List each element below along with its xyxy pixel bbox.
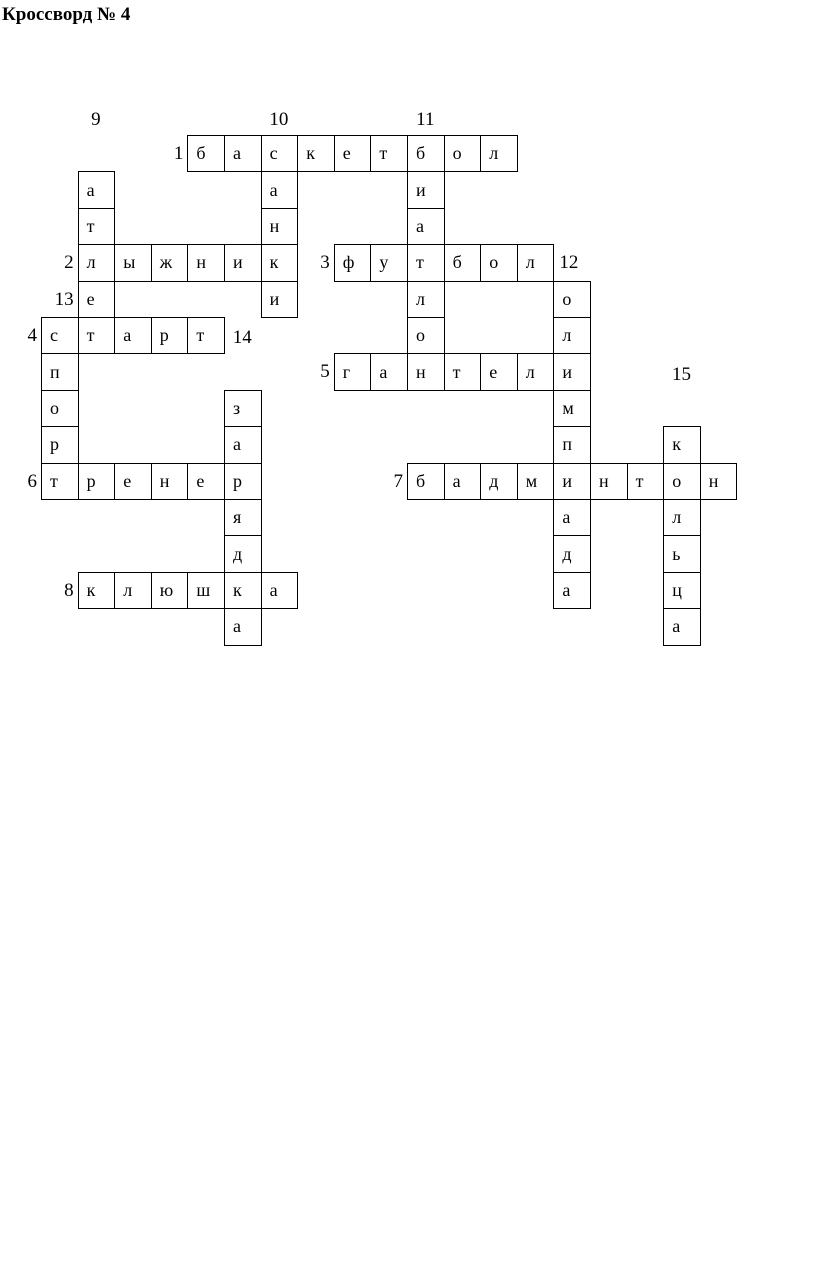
crossword-cell: е [480,353,518,390]
clue-number: 11 [416,109,435,130]
clue-number: 5 [320,361,330,383]
crossword-cell: л [553,317,591,354]
crossword-cell: о [41,390,79,427]
crossword-cell: о [444,135,482,172]
crossword-cell: ц [663,572,701,609]
crossword-cell: о [663,463,701,500]
crossword-cell: п [553,426,591,463]
crossword-cell: т [41,463,79,500]
crossword-cell: т [444,353,482,390]
crossword-cell: д [553,535,591,572]
clue-number: 2 [64,252,74,274]
crossword-cell: о [480,244,518,281]
crossword-cell: ш [187,572,225,609]
clue-number: 10 [269,109,289,130]
crossword-cell: к [261,244,299,281]
crossword-cell: н [407,353,445,390]
crossword-cell: р [151,317,189,354]
crossword-cell: е [114,463,152,500]
page-title: Кроссворд № 4 [2,4,131,25]
crossword-cell: у [370,244,408,281]
crossword-cell: л [517,244,555,281]
crossword-cell: к [297,135,335,172]
crossword-cell: н [151,463,189,500]
crossword-cell: т [370,135,408,172]
crossword-cell: а [370,353,408,390]
crossword-cell: п [41,353,79,390]
crossword-cell: б [407,463,445,500]
crossword-cell: б [187,135,225,172]
clue-number: 1 [173,143,184,164]
crossword-cell: а [553,572,591,609]
crossword-cell: а [261,171,299,208]
crossword-cell: н [700,463,738,500]
crossword-cell: и [224,244,262,281]
clue-number: 6 [27,470,37,492]
crossword-cell: л [663,499,701,536]
crossword-cell: а [224,426,262,463]
crossword-cell: е [334,135,372,172]
crossword-cell: т [187,317,225,354]
crossword-cell: р [41,426,79,463]
crossword-cell: б [444,244,482,281]
crossword-cell: и [261,281,299,318]
crossword-cell: о [553,281,591,318]
crossword-cell: н [261,208,299,245]
crossword-cell: к [663,426,701,463]
crossword-cell: н [187,244,225,281]
crossword-cell: д [224,535,262,572]
crossword-cell: и [553,463,591,500]
crossword-cell: е [78,281,116,318]
crossword-cell: к [78,572,116,609]
crossword-cell: а [224,608,262,645]
crossword-cell: а [444,463,482,500]
crossword-cell: л [517,353,555,390]
crossword-cell: л [480,135,518,172]
clue-number: 3 [320,252,330,274]
crossword-cell: м [553,390,591,427]
crossword-cell: м [517,463,555,500]
clue-number: 8 [64,579,74,601]
crossword-cell: е [187,463,225,500]
crossword-cell: р [224,463,262,500]
crossword-cell: т [627,463,665,500]
clue-number: 14 [232,327,252,349]
crossword-cell: ь [663,535,701,572]
crossword-cell: а [553,499,591,536]
crossword-cell: а [663,608,701,645]
clue-number: 4 [27,325,37,346]
clue-number: 9 [91,109,101,130]
clue-number: 7 [393,470,403,492]
crossword-cell: л [114,572,152,609]
crossword-cell: и [553,353,591,390]
crossword-cell: а [407,208,445,245]
crossword-cell: а [261,572,299,609]
crossword-cell: а [224,135,262,172]
crossword-cell: т [407,244,445,281]
crossword-cell: г [334,353,372,390]
crossword-cell: а [114,317,152,354]
crossword-cell: с [261,135,299,172]
crossword-cell: ж [151,244,189,281]
crossword-cell: ф [334,244,372,281]
crossword-cell: л [407,281,445,318]
crossword-cell: к [224,572,262,609]
clue-number: 15 [672,363,691,385]
clue-number: 13 [54,288,74,310]
clue-number: 12 [559,252,579,274]
crossword-cell: о [407,317,445,354]
crossword-cell: т [78,317,116,354]
crossword-cell: з [224,390,262,427]
crossword-cell: и [407,171,445,208]
crossword-cell: я [224,499,262,536]
crossword-cell: т [78,208,116,245]
crossword-cell: ю [151,572,189,609]
crossword-cell: н [590,463,628,500]
crossword-cell: л [78,244,116,281]
crossword-cell: б [407,135,445,172]
crossword-cell: д [480,463,518,500]
crossword-cell: с [41,317,79,354]
crossword-cell: р [78,463,116,500]
crossword-cell: а [78,171,116,208]
crossword-cell: ы [114,244,152,281]
